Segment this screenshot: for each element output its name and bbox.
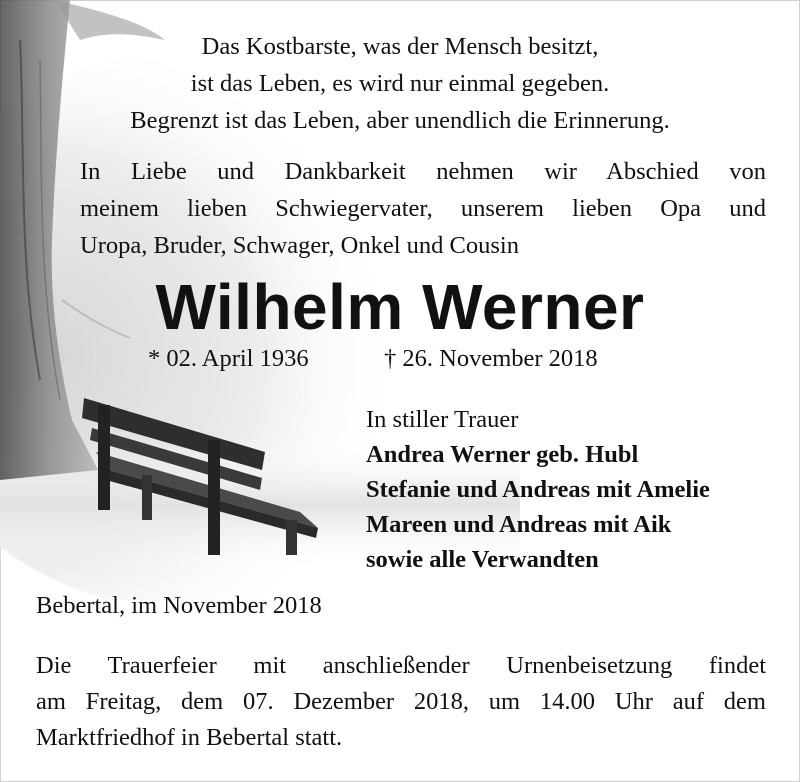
mourner-name: Mareen und Andreas mit Aik bbox=[366, 511, 672, 538]
birth-date: * 02. April 1936 bbox=[148, 345, 309, 372]
mourner-name: Andrea Werner geb. Hubl bbox=[366, 441, 639, 468]
mourner-name: Stefanie und Andreas mit Amelie bbox=[366, 476, 710, 503]
funeral-information bbox=[36, 648, 766, 756]
funeral-line: am Freitag, dem 07. Dezember 2018, um 14.00 Uhr auf dem bbox=[36, 688, 766, 715]
verse-line: Begrenzt ist das Leben, aber unendlich die Erinnerung. bbox=[130, 107, 670, 134]
verse-line: Das Kostbarste, was der Mensch besitzt, bbox=[201, 33, 599, 60]
funeral-line: Die Trauerfeier mit anschließender Urnenbeisetzung findet bbox=[36, 652, 766, 679]
farewell-text bbox=[80, 153, 766, 264]
memorial-verse bbox=[0, 28, 800, 139]
verse-line: ist das Leben, es wird nur einmal gegeben. bbox=[190, 70, 610, 97]
funeral-line: Marktfriedhof in Bebertal statt. bbox=[36, 724, 343, 751]
place-and-date: Bebertal, im November 2018 bbox=[36, 592, 322, 619]
mourner-name: sowie alle Verwandten bbox=[366, 546, 599, 573]
mourners-block bbox=[366, 402, 710, 577]
death-date: † 26. November 2018 bbox=[384, 345, 598, 372]
deceased-name: Wilhelm Werner bbox=[155, 271, 645, 343]
farewell-line: Uropa, Bruder, Schwager, Onkel und Cousin bbox=[80, 232, 519, 259]
farewell-line: In Liebe und Dankbarkeit nehmen wir Abschied von bbox=[80, 158, 766, 185]
farewell-line: meinem lieben Schwiegervater, unserem lieben Opa und bbox=[80, 195, 766, 222]
mourners-heading: In stiller Trauer bbox=[366, 406, 519, 433]
